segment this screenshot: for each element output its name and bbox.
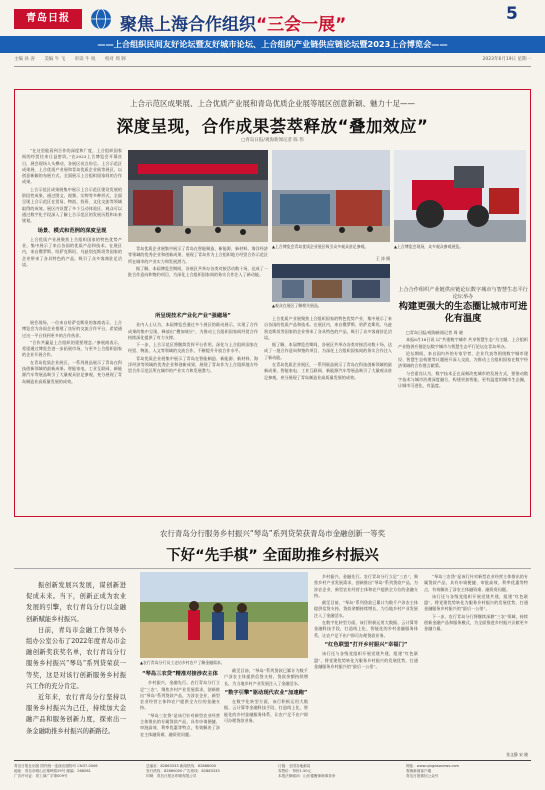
section-subhead: 所呈现技术产业化产业“强磁场” bbox=[155, 313, 231, 319]
booth-image bbox=[272, 150, 390, 242]
footer-line: 观海新闻客户端 bbox=[406, 769, 432, 773]
paragraph: 截至目前，“琴岛”系列贷款已累计为数千户涉农主体提供信贷支持，贷款余额持续增长，为当地乡村产业发展注入了金融活水。 bbox=[224, 668, 308, 686]
banner-title-highlight: “三会一展” bbox=[256, 15, 347, 35]
sidebar-article-title bbox=[398, 287, 528, 324]
paragraph: 上合优质产业展聚焦上合组织国家的特色优势产业，集中展示了来自各国的优质产品和技术。在展区内，来自俄罗斯、哈萨克斯坦、乌兹别克斯坦等国家的企业带来了各具特色的产品，吸引了众多客商驻足洽谈。 bbox=[264, 316, 392, 340]
paragraph: 在青岛优质企业展区，一系列展品展示了青岛在科技创新领域的最新成果。智能家电、工业互联网、新能源汽车等展品吸引了大量观众驻足参观，充分展现了青岛制造业高质量发展的成效。 bbox=[264, 362, 392, 380]
booth-photo bbox=[272, 150, 390, 242]
lead-column bbox=[26, 580, 126, 737]
paragraph: 下一步，上合示范区将继续发挥平台作用，深化与上合组织国家在经贸、物流、人文等领域的交流合作，不断提升开放合作水平。 bbox=[128, 342, 258, 354]
editor-credit: 审读 牛 锐 bbox=[74, 57, 96, 62]
section-subhead: “琴岛三农贷”精准对接涉农主体 bbox=[142, 671, 218, 677]
paragraph: “在这里能看到合作的深度和广度，上合组织国家间的经贸往来日益密切。”在2023上合博览会开幕首日，展会现场人头攒动，各展区亮点纷呈。上合示范区成果展、上合优质产业展和青岛优质企业展等展区，以创意新颖的布展方式，全面展示上合组织国家间的合作成果。 bbox=[22, 148, 122, 185]
lead-paragraph: 近年来，农行青岛分行坚持以服务乡村振兴为己任，持续加大金融产品和服务创新力度，探索出一条金融助推乡村振兴的新路径。 bbox=[26, 694, 126, 735]
footer-line: 发行热线：82860000 广告热线：82863333 bbox=[146, 769, 220, 773]
page-number: 5 bbox=[506, 4, 518, 24]
article-column bbox=[314, 574, 418, 758]
newspaper-logo: 青岛日报 bbox=[14, 9, 82, 29]
page-banner bbox=[82, 4, 502, 36]
globe-emblem-icon bbox=[90, 8, 112, 30]
sidebar-kicker: 上合合作组织产业链供应链论坛数字城市与智慧生态平行论坛举办 bbox=[398, 287, 528, 300]
section-subhead: “红色联盟”打开乡村振兴“幸福门” bbox=[324, 641, 408, 648]
article-column bbox=[224, 668, 308, 758]
farm-visit-photo bbox=[140, 572, 308, 658]
visitors-photo-caption: ▲观众在展区了解相关展品。 bbox=[272, 303, 322, 308]
feature-headline: 深度呈现，合作成果荟萃释放“叠加效应” bbox=[116, 117, 429, 136]
paragraph: 据了解，本届博览会期间，各展区共举办各类对接活动数十场，达成了一批合作意向和签约项目，为深化上合组织国家间的务实合作注入了新动能。 bbox=[264, 342, 392, 360]
sidebar-headline: 构建更强大的生态圈让城市可进化有温度 bbox=[398, 301, 528, 324]
paragraph: “合作共赢是上合组织的重要理念。”参展商表示，希望通过博览会进一步拓展市场，与更多上合组织国家的企业开展合作。 bbox=[22, 339, 122, 358]
paragraph: □青岛日报/观海新闻记者 周 晓 bbox=[406, 330, 463, 335]
editor-credit: 校对 周 轲 bbox=[104, 57, 126, 62]
paragraph: 乡村振兴，金融先行。农行青岛分行立足“三农”，聚焦乡村产业发展需求，创新推出“琴岛”系列贷款产品，为涉农企业、新型农业经营主体和农户提供全方位的金融支持。 bbox=[140, 680, 220, 711]
issue-date: 2023年6月19日 星期一 bbox=[482, 57, 531, 62]
second-article-headline: 下好“先手棋” 全面助推乡村振兴 bbox=[166, 548, 379, 564]
feature-kicker: 上合示范区成果展、上合优质产业展和青岛优质企业展等展区创意新颖、魅力十足—— bbox=[130, 99, 415, 108]
visitors-photo bbox=[272, 264, 390, 302]
banner-title-main: 聚焦上海合作组织 bbox=[120, 15, 256, 35]
paragraph: 本报6月18日讯 以“共建数字城市 共享智慧生态”为主题，上合组织产业链供应链论坛数字城市与智慧生态平行论坛在青岛举办。 bbox=[398, 337, 528, 349]
footer-line: 网址：www.qingdaonews.com bbox=[406, 764, 460, 768]
paragraph: “琴岛三农贷”是该行针对新型农业经营主体推出的专属贷款产品，具有申请便捷、审批高效、利率优惠等特点，有效解决了涉农主体融资难、融资贵问题。 bbox=[424, 574, 528, 592]
editor-info-line bbox=[14, 56, 531, 67]
paragraph: 与会嘉宾认为，数字技术正在深刻改变城市的发展方式，要推动数字技术与城市治理深度融合，构建更加智能、更有温度的城市生态圈，让城市可进化、有温度。 bbox=[398, 370, 528, 389]
paragraph: 青岛优质企业展集中展示了青岛在智能制造、新能源、新材料、海洋经济等领域的优秀企业和创新成果，展现了青岛作为上合组织地方经贸合作示范区所在城市的产业实力和发展潜力。 bbox=[128, 355, 258, 374]
paragraph: 据了解，本届博览会期间，各展区共举办各类对接活动数十场，达成了一批合作意向和签约项目，为深化上合组织国家间的务实合作注入了新动能。 bbox=[128, 265, 268, 278]
footer-line: 订阅：全国各地邮局 bbox=[278, 764, 311, 768]
article-column bbox=[22, 320, 122, 510]
footer-line: 地址：青岛市崂山区秦岭路29号 邮编：266061 bbox=[14, 769, 91, 773]
tractor-photo bbox=[394, 150, 526, 242]
second-article-byline: 张文静 宋 晓 bbox=[506, 752, 528, 757]
article-column bbox=[22, 148, 122, 316]
paragraph: 该行还与各级党组织开展党建共建，组建“红色联盟”，将党建优势转化为服务乡村振兴的发展优势，打通金融服务乡村振兴的“最后一公里”。 bbox=[314, 651, 418, 669]
paragraph: “琴岛三农贷”是该行针对新型农业经营主体推出的专属贷款产品，具有申请便捷、审批高效、利率优惠等特点，有效解决了涉农主体融资难、融资贵问题。 bbox=[140, 712, 220, 737]
footer-line: 青岛日报社出版 国内统一连续出版物号 CN37-0006 bbox=[14, 764, 98, 768]
footer-line: 零售价：每份1.50元 bbox=[278, 769, 312, 773]
section-subhead: “数字引擎”驱动现代农业“加速跑” bbox=[224, 689, 308, 696]
paragraph: 该行还与各级党组织开展党建共建，组建“红色联盟”，将党建优势转化为服务乡村振兴的发展优势，打通金融服务乡村振兴的“最后一公里”。 bbox=[424, 593, 528, 612]
banner-title bbox=[120, 10, 346, 35]
section-subhead: 场景、模式和范例的深度呈现 bbox=[37, 227, 107, 234]
article-column bbox=[128, 246, 268, 306]
lead-paragraph: 日前，青岛市金融工作领导小组办公室公布了2022年度青岛市金融创新奖获奖名单，农行青岛分行服务乡村振兴“琴岛”系列贷荣获一等奖，这是对该行创新服务乡村振兴工作的充分肯定。 bbox=[26, 626, 126, 690]
tractor-photo-caption: ▲上合博览会现场，众多观众参观展览。 bbox=[394, 244, 464, 249]
paragraph: 在青岛优质企业展区，一系列展品展示了青岛在科技创新领域的最新成果。智能家电、工业互联网、新能源汽车等展品吸引了大量观众驻足参观，充分展现了青岛制造业高质量发展的成效。 bbox=[22, 359, 122, 384]
paragraph: 上合优质产业展聚焦上合组织国家的特色优势产业，集中展示了来自各国的优质产品和技术。在展区内，来自俄罗斯、哈萨克斯坦、乌兹别克斯坦等国家的企业带来了各具特色的产品，吸引了众多客商驻足洽谈。 bbox=[22, 236, 122, 268]
second-article-kicker: 农行青岛分行服务乡村振兴“琴岛”系列贷荣获青岛市金融创新一等奖 bbox=[159, 529, 386, 538]
paragraph: 乡村振兴，金融先行。农行青岛分行立足“三农”，聚焦乡村产业发展需求，创新推出“琴岛”系列贷款产品，为涉农企业、新型农业经营主体和农户提供全方位的金融支持。 bbox=[314, 574, 418, 598]
editor-credit: 主编 孙 涛 bbox=[14, 57, 35, 62]
paragraph: 上合示范区成果展集中展示上合示范区建设发展的阶段性成果，通过图文、视频、实物等多种形式，全面呈现上合示范区在贸易、物流、投资、文化交流等领域取得的成效。展区内设置了多个互动体验区，观众可以通过数字化手段深入了解上合示范区的发展历程和未来规划。 bbox=[22, 186, 122, 224]
footer-line: 青岛日报微信公众号 bbox=[406, 774, 439, 778]
footer-line: 印刷：青岛日报社印刷有限公司 bbox=[146, 774, 197, 778]
sidebar-article-body bbox=[398, 330, 528, 510]
article-column bbox=[128, 310, 258, 510]
editor-credit: 美编 牛 飞 bbox=[44, 57, 66, 62]
exhibition-hall-image bbox=[128, 150, 268, 242]
paragraph: 论坛期间，来自国内外的专家学者、企业代表等围绕数字城市建设、智慧生态构建等议题展开深入交流，为推动上合组织国家在数字经济领域的合作建言献策。 bbox=[398, 350, 528, 369]
paragraph: 截至目前，“琴岛”系列贷款已累计为数千户涉农主体提供信贷支持，贷款余额持续增长，为当地乡村产业发展注入了金融活水。 bbox=[314, 600, 418, 618]
tractor-image bbox=[394, 150, 526, 242]
article-column bbox=[140, 668, 220, 758]
feature-byline: □青岛日报/观海新闻记者 陈 伟 bbox=[241, 138, 304, 143]
newspaper-footer bbox=[14, 760, 531, 787]
farm-visit-caption: ▲农行青岛分行员工走访乡村农户了解金融需求。 bbox=[140, 660, 225, 665]
exhibition-hall-photo bbox=[128, 150, 268, 242]
article-column bbox=[424, 574, 528, 752]
paragraph: 业内人士认为，本届博览会通过多个展区的联动展示，实现了合作成果的集中呈现，释放出“叠加效应”，为推动上合组织国家间经贸合作持续深化提供了有力支撑。 bbox=[128, 322, 258, 340]
paragraph: 在数字化转型方面，该行积极运用大数据、云计算等金融科技手段，打造线上化、智能化的乡村金融服务体系，让农户足不出户即可办理贷款业务。 bbox=[224, 699, 308, 724]
footer-line: 本报法律顾问：山东德衡律师事务所 bbox=[278, 774, 336, 778]
visitors-image bbox=[272, 264, 390, 302]
section-subbar: ——上合组织民间友好论坛暨友好城市论坛、上合组织产业链供应链论坛暨2023上合博览会—— bbox=[0, 36, 545, 53]
booth-photo-caption: ▲上合博览会青岛优质企业展区吸引众多观众驻足参观。 bbox=[272, 244, 369, 249]
paragraph: 青岛优质企业展集中展示了青岛在智能制造、新能源、新材料、海洋经济等领域的优秀企业和创新成果，展现了青岛作为上合组织地方经贸合作示范区所在城市的产业实力和发展潜力。 bbox=[128, 246, 268, 264]
paragraph: 下一步，农行青岛分行将继续深耕“三农”领域，持续创新金融产品和服务模式，为全面推进乡村振兴贡献更多金融力量。 bbox=[424, 613, 528, 632]
paragraph: 在数字化转型方面，该行积极运用大数据、云计算等金融科技手段，打造线上化、智能化的乡村金融服务体系，让农户足不出户即可办理贷款业务。 bbox=[314, 620, 418, 638]
paragraph: 展会现场，一位来自哈萨克斯坦的客商表示，上合博览会为各国企业搭建了良好的交流合作平台，希望通过这一平台找到更多的合作伙伴。 bbox=[22, 320, 122, 338]
footer-line: 总编室：82863333 新闻热线：82888000 bbox=[146, 764, 217, 768]
footer-line: 广告许可证：青工商广字第009号 bbox=[14, 774, 68, 778]
article-column bbox=[264, 316, 392, 510]
farm-visit-image bbox=[140, 572, 308, 658]
photo-credit: 王 涛 摄 bbox=[375, 256, 390, 261]
divider-line bbox=[14, 568, 531, 569]
lead-paragraph: 振创新发展兴发展，谋创新进促成未来。当下，创新正成为农业发展的引擎，农行青岛分行以金融创新赋能乡村振兴。 bbox=[26, 582, 126, 623]
